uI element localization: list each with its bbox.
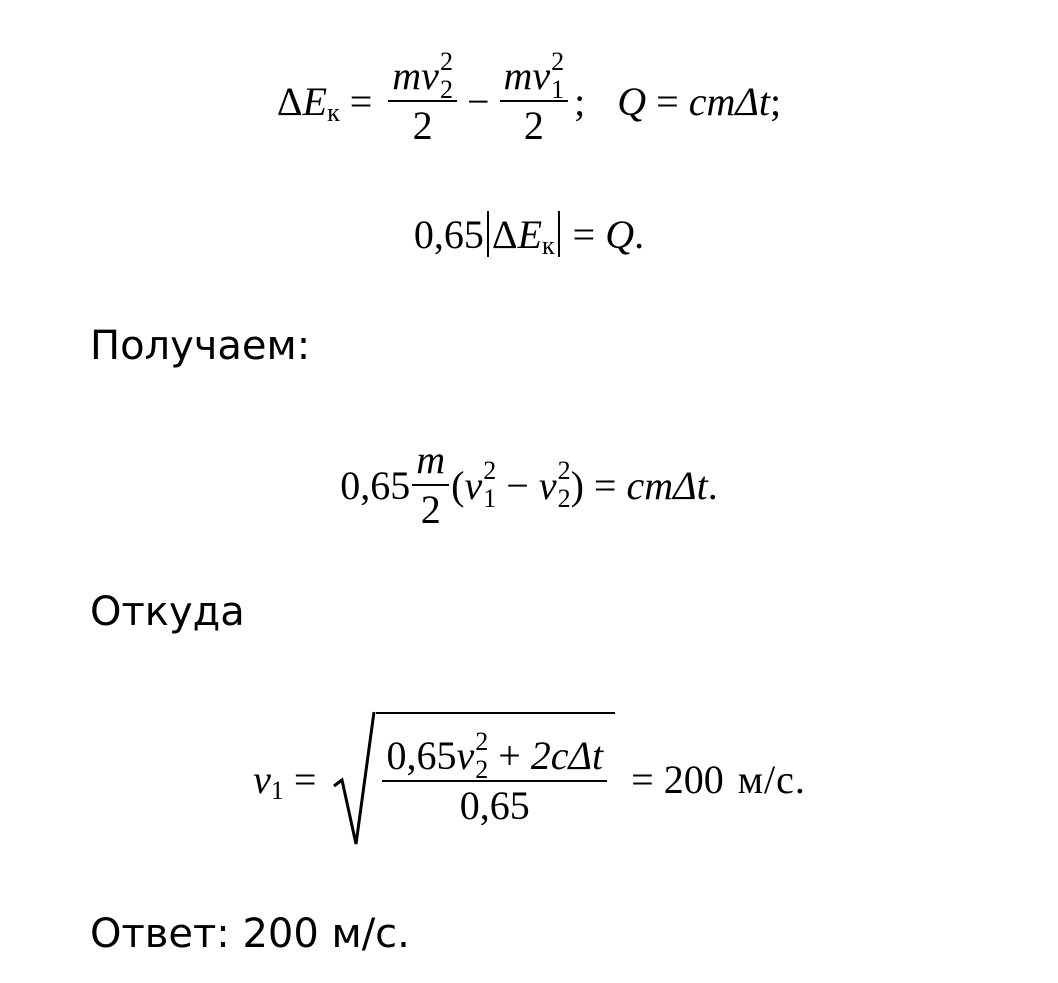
end-punctuation: ; xyxy=(769,78,782,124)
semicolon: ; xyxy=(574,78,586,124)
superscript: 2 xyxy=(557,456,571,485)
heat-symbol: Q xyxy=(617,78,647,124)
denominator: 0,65 xyxy=(459,783,530,828)
text-poluchaem: Получаем: xyxy=(90,323,311,369)
equals-sign: = xyxy=(293,756,317,802)
subscript: 1 xyxy=(483,484,497,513)
subscript: 2 xyxy=(439,75,453,104)
superscript: 2 xyxy=(483,456,497,485)
denominator: 2 xyxy=(412,103,433,148)
equals-sign: = xyxy=(572,211,596,257)
fraction-mv1-squared xyxy=(500,47,569,150)
square-root xyxy=(332,710,615,848)
minus-sign: − xyxy=(466,78,490,124)
fraction-m-over-2 xyxy=(412,436,449,534)
subscript: 1 xyxy=(551,75,565,104)
denominator: 2 xyxy=(420,487,441,532)
equals-sign: = xyxy=(656,78,679,124)
fraction-mv2-squared xyxy=(388,47,457,150)
result-value: 200 xyxy=(663,756,724,802)
heat-expression: cmΔt xyxy=(626,462,708,508)
left-paren: ( xyxy=(451,462,465,508)
heat-expression: cmΔt xyxy=(688,78,770,124)
delta-symbol: Δ xyxy=(276,78,303,124)
energy-symbol: E xyxy=(302,78,328,124)
text-otkuda: Откуда xyxy=(90,589,245,635)
subscript-k: к xyxy=(542,231,555,260)
right-paren: ) xyxy=(570,462,584,508)
velocity-v: v xyxy=(253,756,271,802)
plus-sign: + xyxy=(498,733,521,778)
radical-sign-icon xyxy=(332,710,376,848)
numerator-term: 2cΔt xyxy=(530,733,604,778)
text-answer: Ответ: 200 м/с. xyxy=(90,911,410,957)
abs-bar-left xyxy=(487,211,489,257)
superscript: 2 xyxy=(551,47,565,76)
end-punctuation: . xyxy=(794,756,805,802)
superscript: 2 xyxy=(439,47,453,76)
velocity-v1: v xyxy=(464,462,483,508)
equals-sign: = xyxy=(349,78,373,124)
velocity-v2: v xyxy=(538,462,557,508)
heat-symbol: Q xyxy=(605,211,635,257)
superscript: 2 xyxy=(475,727,489,756)
end-punctuation: . xyxy=(707,462,718,508)
numerator-coefficient: 0,65 xyxy=(386,733,457,778)
coefficient: 0,65 xyxy=(413,211,484,257)
subscript: 2 xyxy=(557,484,571,513)
energy-symbol: E xyxy=(517,211,543,257)
end-punctuation: . xyxy=(634,211,645,257)
coefficient: 0,65 xyxy=(340,462,411,508)
equation-energy-balance xyxy=(0,206,1058,262)
subscript: 1 xyxy=(270,776,284,805)
velocity-v2: v xyxy=(456,733,475,778)
numerator: m xyxy=(416,437,446,482)
fraction-under-root xyxy=(382,727,607,830)
minus-sign: − xyxy=(506,462,529,508)
abs-bar-right xyxy=(558,211,560,257)
numerator-mv: mv xyxy=(392,53,439,98)
equation-kinetic-energy-change xyxy=(0,46,1058,156)
equals-sign: = xyxy=(631,756,654,802)
equation-substituted xyxy=(0,430,1058,540)
equation-result-velocity xyxy=(0,708,1058,850)
delta-symbol: Δ xyxy=(491,211,518,257)
equals-sign: = xyxy=(593,462,617,508)
subscript: 2 xyxy=(475,755,489,784)
numerator-mv: mv xyxy=(503,53,551,98)
result-unit: м/с xyxy=(737,756,795,802)
subscript-k: к xyxy=(327,98,340,127)
denominator: 2 xyxy=(523,103,544,148)
